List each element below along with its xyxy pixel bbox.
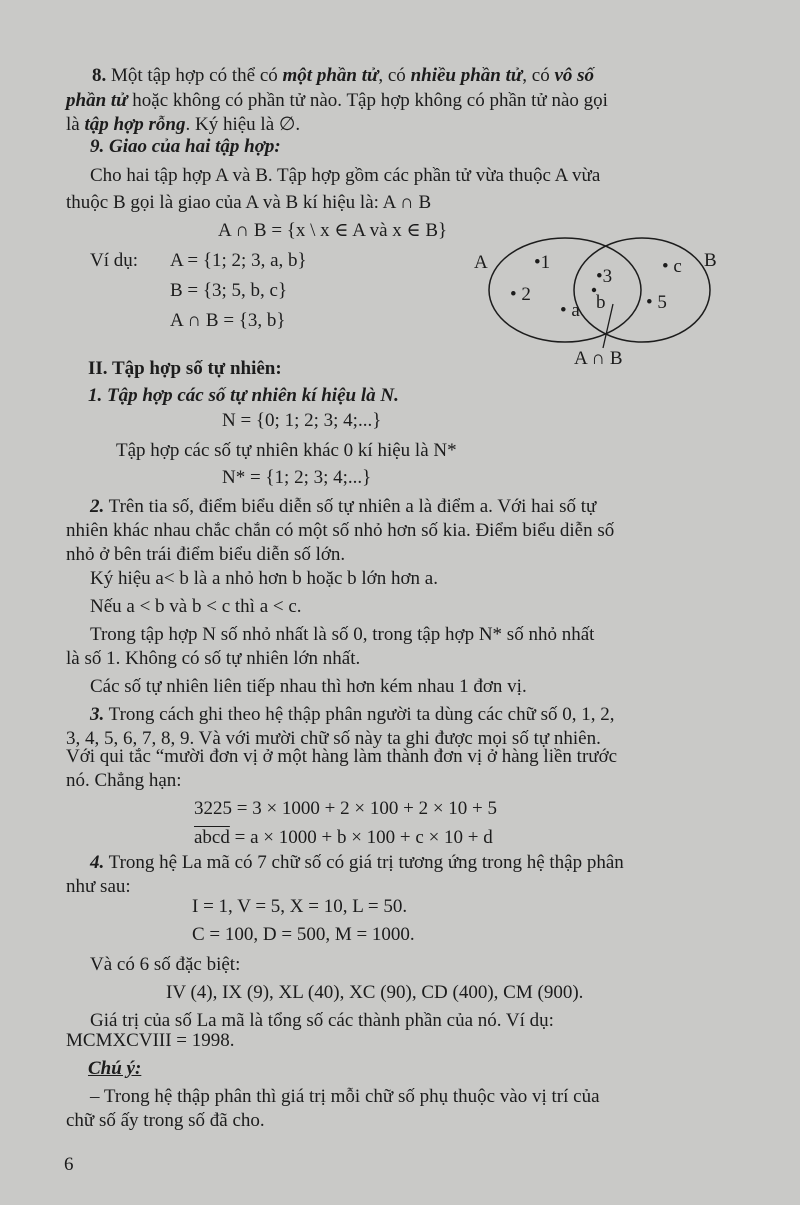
s9-example-3: A ∩ B = {3, b} [170, 310, 286, 331]
p3-line-3: Với qui tắc “mười đơn vị ở một hàng làm thành đơn vị ở hàng liền trước [66, 746, 618, 767]
venn-element: • 2 [510, 284, 531, 305]
p2-line-3: nhỏ ở bên trái điểm biểu diễn số lớn. [66, 544, 346, 565]
text: Trong hệ La mã có 7 chữ số có giá trị tương ứng trong hệ thập phân [104, 852, 624, 873]
p1-heading: 1. Tập hợp các số tự nhiên kí hiệu là N. [88, 385, 399, 406]
emphasis: một phần tử [282, 65, 379, 86]
set-a-label: A [474, 252, 488, 273]
p2-line-5: Nếu a < b và b < c thì a < c. [90, 596, 302, 617]
s8-line-3 [66, 113, 300, 137]
s9-example-label: Ví dụ: [90, 250, 139, 271]
item-number: 4. [90, 852, 105, 873]
venn-diagram [470, 232, 740, 370]
text: Một tập hợp có thể có [106, 65, 283, 86]
s8-number: 8. [92, 65, 107, 86]
page-number: 6 [64, 1154, 74, 1175]
s9-formula: A ∩ B = {x \ x ∈ A và x ∈ B} [218, 220, 448, 241]
text: là [66, 114, 85, 135]
item-number: 2. [90, 496, 105, 517]
set-b-label: B [704, 250, 717, 271]
text: Trên tia số, điểm biểu diễn số tự nhiên a là điểm a. Với hai số tự [104, 496, 597, 517]
p4-line-1 [90, 851, 624, 875]
text: Trong cách ghi theo hệ thập phân người ta dùng các chữ số 0, 1, 2, [104, 704, 615, 725]
s9-example-1: A = {1; 2; 3, a, b} [170, 250, 307, 271]
p3-line-1 [90, 703, 615, 727]
venn-element: • a [560, 300, 580, 321]
p2-line-1 [90, 495, 596, 519]
emphasis: vô số [554, 65, 595, 86]
p2-line-7: là số 1. Không có số tự nhiên lớn nhất. [66, 648, 361, 669]
s9-example-2: B = {3; 5, b, c} [170, 280, 288, 301]
note-line-2: chữ số ấy trong số đã cho. [66, 1110, 265, 1131]
p4-line-3: Và có 6 số đặc biệt: [90, 954, 241, 975]
p2-line-6: Trong tập hợp N số nhỏ nhất là số 0, trong tập hợp N* số nhỏ nhất [90, 624, 595, 645]
note-heading: Chú ý: [88, 1058, 142, 1079]
overlined-number: abcd [194, 827, 230, 848]
p4-line-2: như sau: [66, 876, 131, 897]
text: = a × 1000 + b × 100 + c × 10 + d [229, 827, 493, 848]
p1-set-n: N = {0; 1; 2; 3; 4;...} [222, 410, 382, 431]
p2-line-2: nhiên khác nhau chắc chắn có một số nhỏ hơn số kia. Điểm biểu diễn số [66, 520, 615, 541]
s9-heading: 9. Giao của hai tập hợp: [90, 136, 281, 157]
text: , có [522, 65, 555, 86]
p4-special: IV (4), IX (9), XL (40), XC (90), CD (400), CM (900). [166, 982, 584, 1003]
p4-line-4: Giá trị của số La mã là tổng số các thành phần của nó. Ví dụ: [90, 1010, 554, 1031]
text: hoặc không có phần tử nào. Tập hợp không có phần tử nào gọi [127, 90, 608, 111]
p3-line-4: nó. Chẳng hạn: [66, 770, 182, 791]
p3-equation-2 [194, 826, 493, 850]
emphasis: tập hợp rỗng [84, 114, 186, 135]
p4-roman-row-1: I = 1, V = 5, X = 10, L = 50. [192, 896, 408, 917]
s9-line-1: Cho hai tập hợp A và B. Tập hợp gồm các phần tử vừa thuộc A vừa [90, 165, 601, 186]
item-number: 3. [90, 704, 105, 725]
p3-line-2: 3, 4, 5, 6, 7, 8, 9. Và với mười chữ số này ta ghi được mọi số tự nhiên. [66, 728, 601, 749]
venn-element: •1 [534, 252, 551, 273]
p2-line-8: Các số tự nhiên liên tiếp nhau thì hơn kém nhau 1 đơn vị. [90, 676, 527, 697]
venn-element-b: b [596, 292, 606, 313]
emphasis: nhiều phần tử [410, 65, 523, 86]
p1-set-nstar: N* = {1; 2; 3; 4;...} [222, 467, 372, 488]
text: . Ký hiệu là ∅. [185, 114, 301, 135]
venn-element: • c [662, 256, 682, 277]
p3-equation-1: 3225 = 3 × 1000 + 2 × 100 + 2 × 10 + 5 [194, 798, 498, 819]
venn-dot [592, 288, 596, 292]
s8-line-1 [92, 64, 594, 88]
venn-element: • 5 [646, 292, 667, 313]
emphasis: phần tử [66, 90, 128, 111]
intersection-label: A ∩ B [574, 348, 623, 369]
p1-text: Tập hợp các số tự nhiên khác 0 kí hiệu là N* [116, 440, 457, 461]
note-line-1: – Trong hệ thập phân thì giá trị mỗi chữ số phụ thuộc vào vị trí của [90, 1086, 600, 1107]
venn-element: •3 [596, 266, 613, 287]
text: , có [378, 65, 411, 86]
p2-line-4: Ký hiệu a< b là a nhỏ hơn b hoặc b lớn hơn a. [90, 568, 438, 589]
p4-roman-row-2: C = 100, D = 500, M = 1000. [192, 924, 415, 945]
section2-heading: II. Tập hợp số tự nhiên: [88, 358, 282, 379]
s8-line-2 [66, 89, 608, 113]
s9-line-2: thuộc B gọi là giao của A và B kí hiệu là: A ∩ B [66, 192, 432, 213]
p4-line-5: MCMXCVIII = 1998. [66, 1030, 235, 1051]
